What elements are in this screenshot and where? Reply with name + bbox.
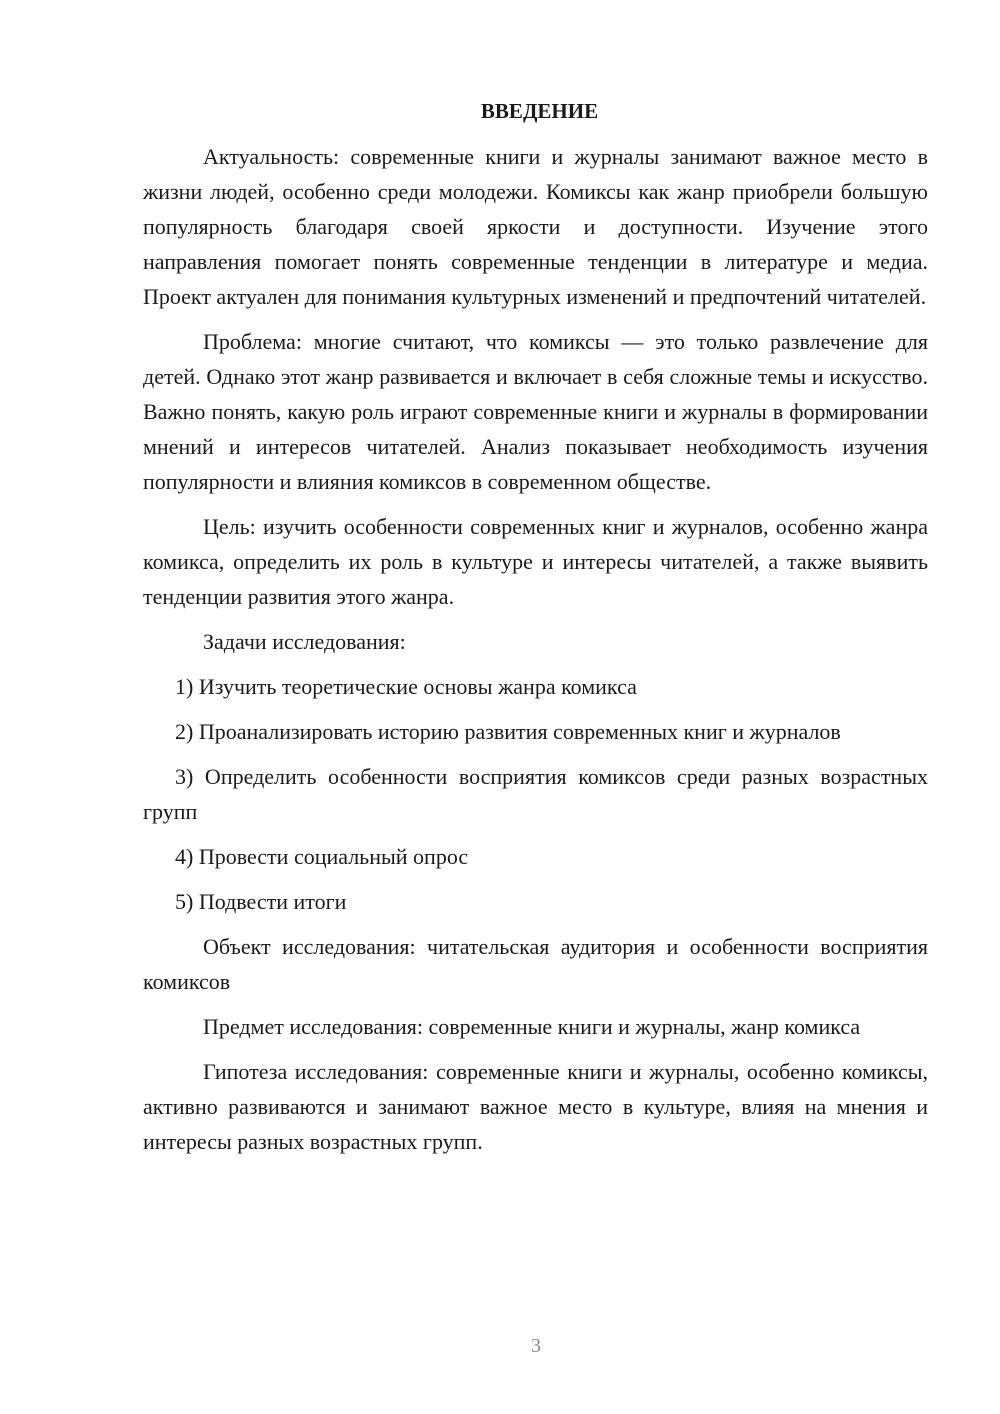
paragraph-subject: Предмет исследования: современные книги и журналы, жанр комикса (203, 1014, 861, 1039)
task-item: 1) Изучить теоретические основы жанра комикса (175, 674, 637, 699)
task-item: 5) Подвести итоги (175, 889, 347, 914)
paragraph-relevance: Актуальность: современные книги и журналы занимают важное место в жизни людей, особенно среди молодежи. Комиксы как жанр приобрели большую популярность благодаря своей яркости и доступности. Изучение этого направления помогает понять современные тенденции в литературе и медиа. Проект актуален для понимания культурных изменений и предпочтений читателей. (143, 144, 928, 309)
task-item: 2) Проанализировать историю развития современных книг и журналов (175, 719, 841, 744)
task-item: 3) Определить особенности восприятия комиксов среди разных возрастных групп (143, 764, 928, 824)
page-content (143, 94, 928, 1159)
section-title: ВВЕДЕНИЕ (480, 99, 599, 123)
task-item: 4) Провести социальный опрос (175, 844, 469, 869)
paragraph-object: Объект исследования: читательская аудитория и особенности восприятия комиксов (143, 934, 928, 994)
paragraph-goal: Цель: изучить особенности современных книг и журналов, особенно жанра комикса, определить их роль в культуре и интересы читателей, а также выявить тенденции развития этого жанра. (143, 514, 928, 609)
paragraph-hypothesis: Гипотеза исследования: современные книги и журналы, особенно комиксы, активно развиваются и занимают важное место в культуре, влияя на мнения и интересы разных возрастных групп. (143, 1059, 928, 1154)
page-number: 3 (531, 1335, 541, 1357)
paragraph-problem: Проблема: многие считают, что комиксы — это только развлечение для детей. Однако этот жанр развивается и включает в себя сложные темы и искусство. Важно понять, какую роль играют современные книги и журналы в формировании мнений и интересов читателей. Анализ показывает необходимость изучения популярности и влияния комиксов в современном обществе. (143, 329, 928, 494)
paragraph-tasks-heading: Задачи исследования: (203, 629, 406, 654)
